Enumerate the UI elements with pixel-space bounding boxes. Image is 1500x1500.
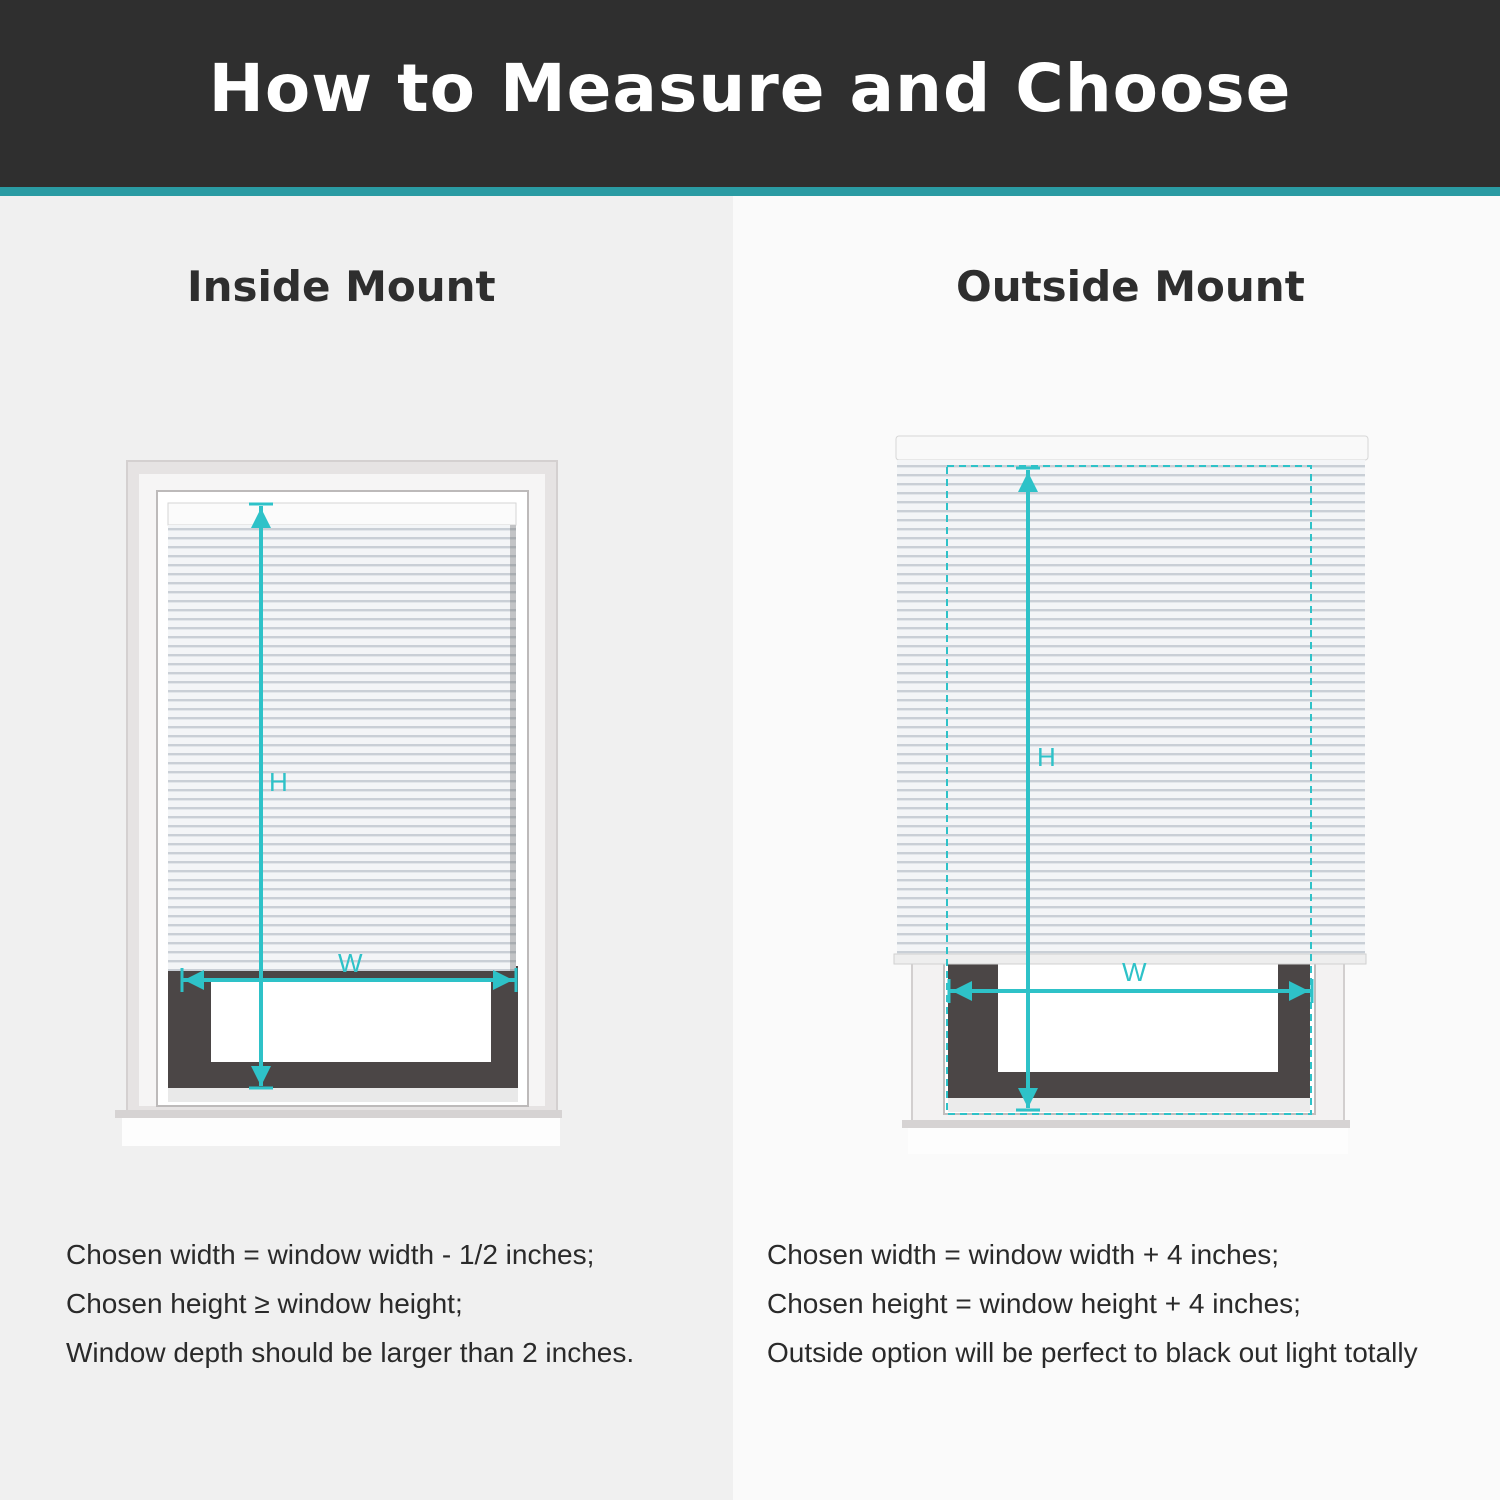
outside-window-sill [902, 1120, 1350, 1128]
inside-blind-shade [168, 525, 516, 971]
outside-mount-notes [767, 1230, 1418, 1377]
outside-blind-shade [897, 460, 1365, 954]
outside-note-height: Chosen height = window height + 4 inches; [767, 1288, 1301, 1319]
outside-mount-title: Outside Mount [956, 262, 1305, 311]
outside-width-label: W [1122, 957, 1147, 987]
outside-height-label: H [1037, 742, 1056, 772]
outside-window-bottom-rail [948, 1098, 1310, 1112]
inside-mount-title: Inside Mount [187, 262, 496, 311]
outside-window-illustration [894, 436, 1368, 1154]
inside-mount-notes [66, 1230, 634, 1377]
page-title: How to Measure and Choose [208, 50, 1292, 127]
outside-blind-headrail [896, 436, 1368, 460]
inside-blind-headrail [168, 503, 516, 525]
inside-window-sill [115, 1110, 562, 1118]
inside-width-label: W [338, 948, 363, 978]
inside-window-glass [211, 978, 491, 1062]
inside-window-illustration [115, 461, 562, 1146]
inside-note-height: Chosen height ≥ window height; [66, 1288, 463, 1319]
inside-note-depth: Window depth should be larger than 2 inches. [66, 1337, 635, 1368]
inside-height-label: H [269, 767, 288, 797]
outside-note-width: Chosen width = window width + 4 inches; [767, 1239, 1280, 1270]
inside-note-width: Chosen width = window width - 1/2 inches; [66, 1239, 595, 1270]
outside-note-blackout: Outside option will be perfect to black out light totally [767, 1337, 1418, 1368]
inside-window-bottom-rail [168, 1088, 518, 1102]
